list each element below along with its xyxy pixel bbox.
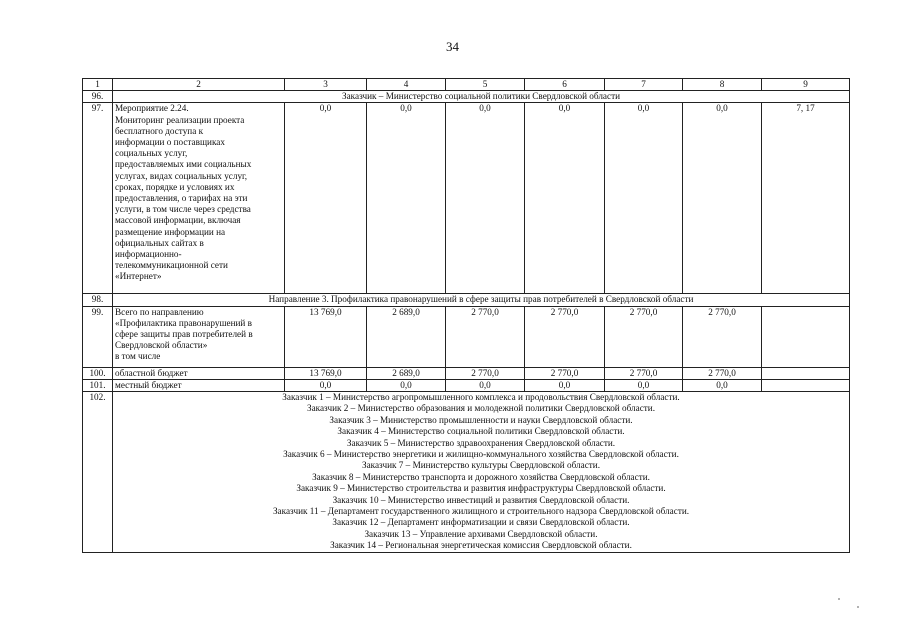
description-line: телекоммуникационной сети xyxy=(115,260,228,271)
value-cell: 2 689,0 xyxy=(367,367,446,379)
value-cell: 2 770,0 xyxy=(525,306,605,367)
budget-label: местный бюджет xyxy=(113,379,285,391)
description-line: предоставляемых ими социальных xyxy=(115,159,252,170)
value-cell: 13 769,0 xyxy=(285,367,367,379)
description-line: «Профилактика правонарушений в xyxy=(115,317,252,328)
description-line: размещение информации на xyxy=(115,226,226,237)
value-cell: 0,0 xyxy=(525,103,605,294)
client-item: Заказчик 10 – Министерство инвестиций и развития Свердловской области. xyxy=(332,494,630,505)
value-cell: 2 770,0 xyxy=(605,306,683,367)
value-cell: 0,0 xyxy=(605,379,683,391)
reference-cell xyxy=(762,379,850,391)
table-row xyxy=(83,91,850,103)
row-number: 97. xyxy=(83,103,113,294)
table-row xyxy=(83,392,850,553)
value-cell: 2 770,0 xyxy=(446,367,525,379)
description-line: Мероприятие 2.24. xyxy=(115,103,189,114)
value-cell: 0,0 xyxy=(525,379,605,391)
column-number: 5 xyxy=(446,79,525,91)
client-item: Заказчик 3 – Министерство промышленности и науки Свердловской области. xyxy=(329,414,633,425)
client-item: Заказчик 4 – Министерство социальной политики Свердловской области. xyxy=(337,426,625,437)
value-cell: 2 770,0 xyxy=(683,306,762,367)
table-row xyxy=(83,103,850,294)
reference-cell xyxy=(762,367,850,379)
client-item: Заказчик 14 – Региональная энергетическая комиссия Свердловской области. xyxy=(330,540,632,551)
client-item: Заказчик 9 – Министерство строительства и развития инфраструктуры Свердловской области. xyxy=(296,483,666,494)
description-line: в том числе xyxy=(115,351,161,362)
value-cell: 2 770,0 xyxy=(525,367,605,379)
description-line: услугах, видах социальных услуг, xyxy=(115,170,248,181)
value-cell: 0,0 xyxy=(683,379,762,391)
client-item: Заказчик 1 – Министерство агропромышленного комплекса и продовольствия Свердловской области. xyxy=(282,392,680,403)
description-line: информации о поставщиках xyxy=(115,137,225,148)
column-number-row xyxy=(83,79,850,91)
value-cell: 2 689,0 xyxy=(367,306,446,367)
table-row xyxy=(83,367,850,379)
row-number: 101. xyxy=(83,379,113,391)
column-number: 6 xyxy=(525,79,605,91)
column-number: 3 xyxy=(285,79,367,91)
row-number: 98. xyxy=(83,294,113,306)
table-row xyxy=(83,306,850,367)
description-line: социальных услуг, xyxy=(115,148,188,159)
value-cell: 2 770,0 xyxy=(446,306,525,367)
row-number: 96. xyxy=(83,91,113,103)
reference-cell: 7, 17 xyxy=(762,103,850,294)
column-number: 7 xyxy=(605,79,683,91)
page-number: 34 xyxy=(446,39,459,54)
measure-description xyxy=(113,103,285,294)
column-number: 8 xyxy=(683,79,762,91)
scan-speck xyxy=(857,606,859,608)
description-line: сфере защиты прав потребителей в xyxy=(115,329,253,340)
description-line: сроках, порядке и условиях их xyxy=(115,181,235,192)
value-cell: 0,0 xyxy=(446,103,525,294)
client-item: Заказчик 13 – Управление архивами Свердловской области. xyxy=(364,528,598,539)
budget-label: областной бюджет xyxy=(113,367,285,379)
column-number: 4 xyxy=(367,79,446,91)
description-line: бесплатного доступа к xyxy=(115,125,204,136)
value-cell: 0,0 xyxy=(367,379,446,391)
row-number: 102. xyxy=(83,392,113,553)
client-item: Заказчик 12 – Департамент информатизации и связи Свердловской области. xyxy=(332,517,630,528)
description-line: массовой информации, включая xyxy=(115,215,241,226)
column-number: 9 xyxy=(762,79,850,91)
description-line: официальных сайтах в xyxy=(115,237,204,248)
value-cell: 0,0 xyxy=(367,103,446,294)
client-item: Заказчик 8 – Министерство транспорта и дорожного хозяйства Свердловской области. xyxy=(312,471,650,482)
description-line: Мониторинг реализации проекта xyxy=(115,114,245,125)
budget-table xyxy=(82,78,850,553)
description-line: услуги, в том числе через средства xyxy=(115,204,251,215)
value-cell: 0,0 xyxy=(446,379,525,391)
direction-total-description xyxy=(113,306,285,367)
value-cell: 2 770,0 xyxy=(683,367,762,379)
scan-speck xyxy=(838,598,840,600)
row-number: 99. xyxy=(83,306,113,367)
value-cell: 0,0 xyxy=(285,103,367,294)
description-line: «Интернет» xyxy=(115,271,162,282)
description-line: информационно- xyxy=(115,249,182,260)
client-item: Заказчик 2 – Министерство образования и молодежной политики Свердловской области. xyxy=(306,403,656,414)
table-row xyxy=(83,379,850,391)
column-number: 2 xyxy=(113,79,285,91)
description-line: Свердловской области» xyxy=(115,340,208,351)
client-item: Заказчик 11 – Департамент государственного жилищного и строительного надзора Свердловской области. xyxy=(272,506,690,517)
value-cell: 0,0 xyxy=(285,379,367,391)
value-cell: 13 769,0 xyxy=(285,306,367,367)
client-item: Заказчик 6 – Министерство энергетики и жилищно-коммунального хозяйства Свердловской области. xyxy=(283,449,679,460)
client-heading: Заказчик – Министерство социальной политики Свердловской области xyxy=(113,91,850,103)
row-number: 100. xyxy=(83,367,113,379)
value-cell: 0,0 xyxy=(683,103,762,294)
clients-list xyxy=(113,392,850,553)
value-cell: 0,0 xyxy=(605,103,683,294)
direction-heading: Направление 3. Профилактика правонарушений в сфере защиты прав потребителей в Свердловской области xyxy=(113,294,850,306)
value-cell: 2 770,0 xyxy=(605,367,683,379)
reference-cell xyxy=(762,306,850,367)
client-item: Заказчик 7 – Министерство культуры Свердловской области. xyxy=(361,460,601,471)
table-row xyxy=(83,294,850,306)
column-number: 1 xyxy=(83,79,113,91)
client-item: Заказчик 5 – Министерство здравоохранения Свердловской области. xyxy=(346,437,616,448)
description-line: Всего по направлению xyxy=(115,306,204,317)
description-line: предоставления, о тарифах на эти xyxy=(115,193,248,204)
